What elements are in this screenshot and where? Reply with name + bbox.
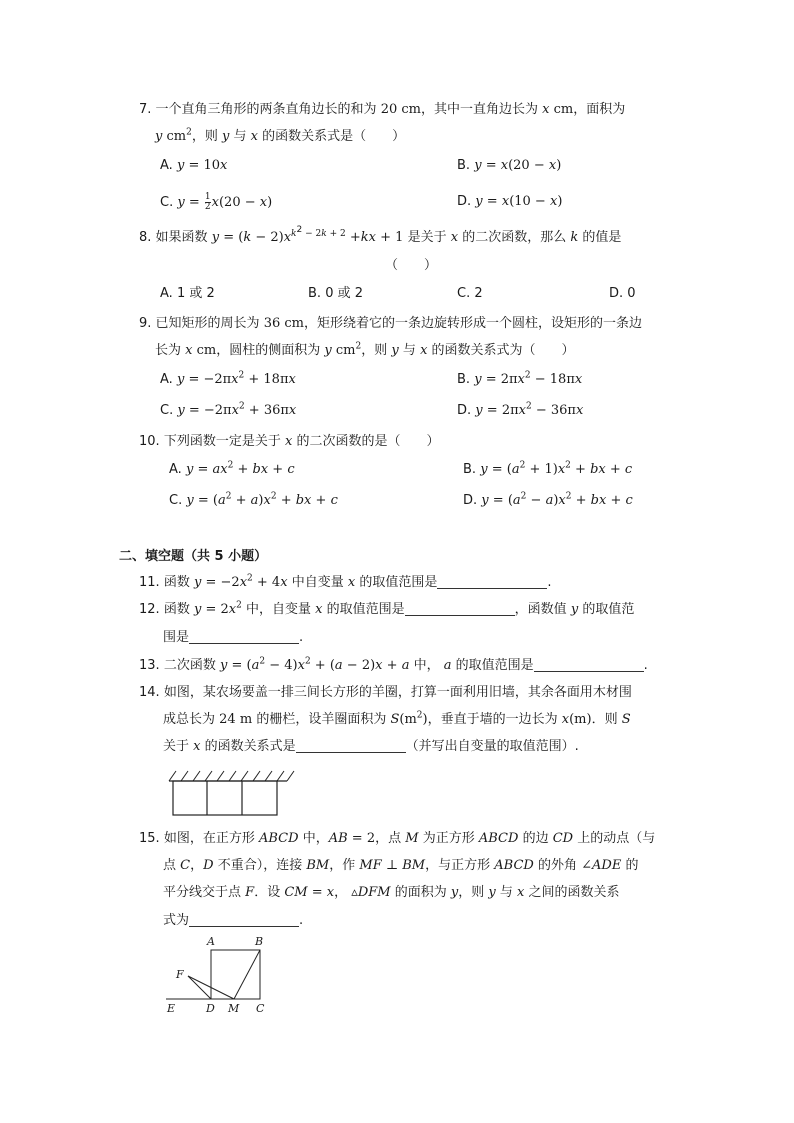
q11-answer-blank[interactable] [437, 574, 547, 589]
q9-line1: 9. 已知矩形的周长为 36 cm，矩形绕着它的一条边旋转形成一个圆柱，设矩形的一条边 [139, 316, 643, 331]
q15-line4: 式为 . [163, 913, 304, 928]
q9-option-c[interactable]: C. $y = -2\pi x^2 + 36\pi x$ [160, 401, 297, 418]
square-abcd-figure [160, 932, 275, 1018]
q7-option-d[interactable]: D. y = x(10 − x) [457, 194, 563, 209]
q12-domain-blank[interactable] [405, 601, 515, 616]
q9-option-a[interactable]: A. $y = -2\pi x^2 + 18\pi x$ [160, 370, 296, 387]
q7-option-b[interactable]: B. y = x(20 − x) [457, 158, 562, 173]
wall-hatching [169, 771, 294, 781]
q9-option-d[interactable]: D. $y = 2\pi x^2 - 36\pi x$ [457, 401, 584, 418]
q14-answer-blank[interactable] [296, 738, 406, 753]
q14-line1: 14. 如图，某农场要盖一排三间长方形的羊圈，打算一面利用旧墙，其余各面用木材围 [139, 685, 632, 700]
label-f: F [176, 968, 184, 981]
label-a: A [207, 935, 215, 948]
q15-line2: 点 C，D 不重合），连接 BM，作 MF ⊥ BM，与正方形 ABCD 的外角 ∠ADE 的 [163, 858, 639, 873]
q8-option-d[interactable]: D. 0 [609, 286, 636, 301]
sheep-pen-figure [165, 765, 295, 820]
q9-line2: 长为 x cm，圆柱的侧面积为 y $cm^2$，则 y 与 x 的函数关系式为（ ） [155, 341, 575, 358]
q12-range-blank[interactable] [189, 629, 299, 644]
q13-answer-blank[interactable] [534, 657, 644, 672]
q7-option-c[interactable]: C. y = $\frac{1}{2}$ x(20 − x) [160, 192, 273, 212]
section-2-title: 二、填空题（共 5 小题） [119, 549, 268, 564]
label-m: M [228, 1002, 240, 1015]
q7-option-a[interactable]: A. y = 10x [160, 158, 228, 173]
q14-line2: 成总长为 24 m 的栅栏，设羊圈面积为 $S(m^2)$，垂直于墙的一边长为 x(m)．则 S [163, 710, 631, 727]
q15-line1: 15. 如图，在正方形 ABCD 中，AB = 2，点 M 为正方形 ABCD 的边 CD 上的动点（与 [139, 831, 656, 846]
q8-option-a[interactable]: A. 1 或 2 [160, 286, 215, 301]
q13-line1: 13. 二次函数 $y = (a^2 - 4)x^2 + (a - 2)x + a$ 中， a 的取值范围是 . [139, 656, 648, 673]
q10-option-c[interactable]: C. $y = (a^2 + a)x^2$ + bx + c [169, 491, 338, 508]
q8-line1: 8. 如果函数 $y = (k - 2)x^{k^2 - 2k + 2} +kx + 1$ 是关于 x 的二次函数，那么 k 的值是 [139, 224, 622, 245]
q12-line1: 12. 函数 $y = 2x^2$ 中，自变量 x 的取值范围是 ，函数值 y 的取值范 [139, 600, 635, 617]
q10-option-a[interactable]: A. $y = ax^2$ + bx + c [169, 460, 295, 477]
q12-line2: 围是 . [163, 630, 304, 645]
q7-number: 7. [139, 102, 152, 117]
q11-line1: 11. 函数 $y = -2x^2 + 4x$ 中自变量 x 的取值范围是 . [139, 573, 552, 590]
q14-line3: 关于 x 的函数关系式是 （并写出自变量的取值范围）. [163, 739, 579, 754]
q15-answer-blank[interactable] [189, 912, 299, 927]
q9-option-b[interactable]: B. $y = 2\pi x^2 - 18\pi x$ [457, 370, 583, 387]
q8-option-b[interactable]: B. 0 或 2 [308, 286, 364, 301]
label-d: D [206, 1002, 215, 1015]
q7-line2: y $cm^2$，则 y 与 x 的函数关系式是（ ） [155, 127, 406, 144]
label-e: E [167, 1002, 176, 1015]
q7-line1: 7. 一个直角三角形的两条直角边长的和为 20 cm，其中一直角边长为 x cm，面积为 [139, 102, 626, 117]
q8-option-c[interactable]: C. 2 [457, 286, 483, 301]
pen-fence [173, 781, 277, 815]
q10-option-d[interactable]: D. $y = (a^2 - a)x^2$ + bx + c [463, 491, 633, 508]
q10-line1: 10. 下列函数一定是关于 x 的二次函数的是（ ） [139, 434, 440, 449]
q15-line3: 平分线交于点 F．设 CM = x， ▵DFM 的面积为 y，则 y 与 x 之间的函数关系 [163, 885, 620, 900]
q10-option-b[interactable]: B. $y = (a^2 + 1)x^2$ + bx + c [463, 460, 633, 477]
label-c: C [256, 1002, 265, 1015]
q8-answer-paren: （ ） [385, 258, 438, 273]
label-b: B [255, 935, 264, 948]
